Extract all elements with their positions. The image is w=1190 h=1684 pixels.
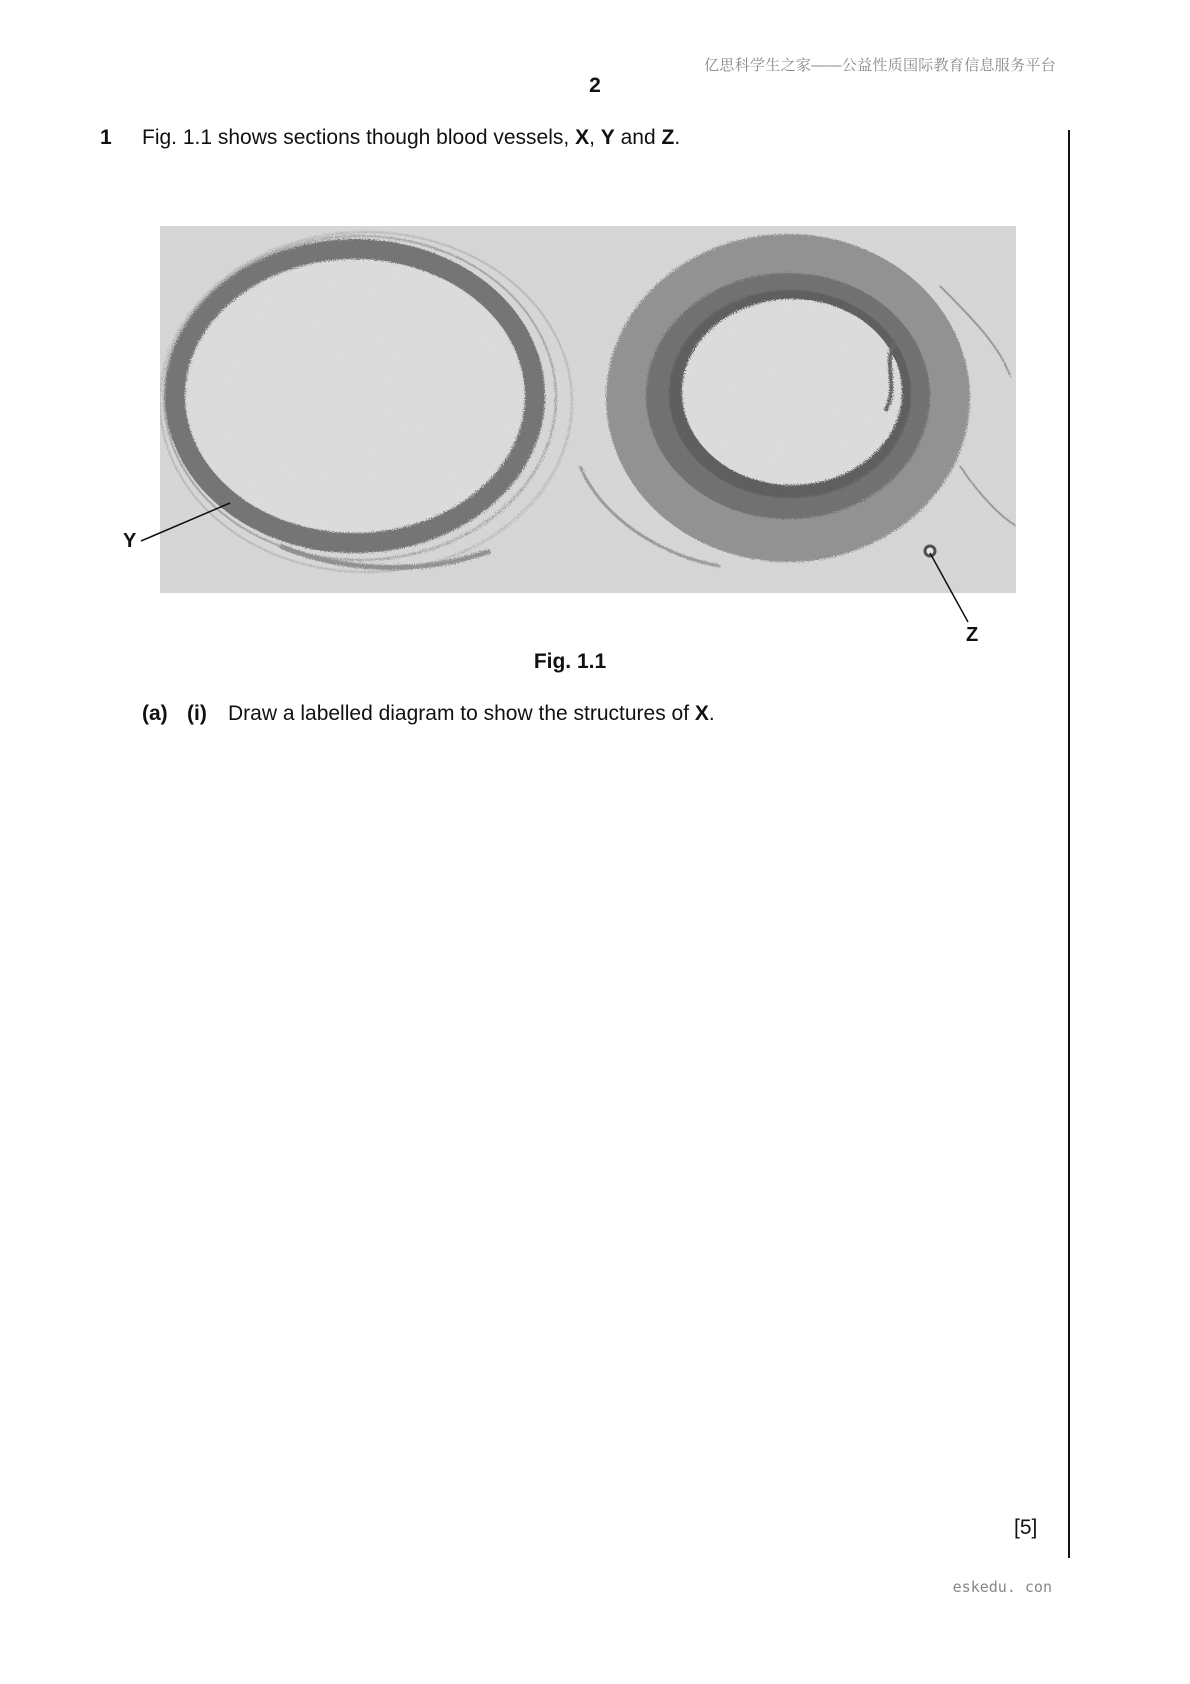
subpart-label: (i)	[187, 702, 207, 725]
page-number: 2	[589, 74, 601, 97]
figure-caption: Fig. 1.1	[533, 650, 607, 673]
label-y: Y	[123, 530, 137, 552]
micrograph-grain	[160, 226, 1016, 593]
marks-allocation: [5]	[1014, 1516, 1038, 1539]
subpart-question: Draw a labelled diagram to show the structures of X.	[228, 702, 715, 725]
question-number: 1	[100, 126, 112, 149]
question-stem: Fig. 1.1 shows sections though blood vessels, X, Y and Z.	[142, 126, 681, 149]
blood-vessel-micrograph	[160, 226, 1016, 593]
margin-rule	[1068, 130, 1070, 1558]
footer-watermark: eskedu. con	[952, 1578, 1052, 1596]
label-z: Z	[966, 624, 979, 646]
header-watermark: 亿思科学生之家——公益性质国际教育信息服务平台	[704, 57, 1056, 74]
part-label: (a)	[142, 702, 168, 725]
